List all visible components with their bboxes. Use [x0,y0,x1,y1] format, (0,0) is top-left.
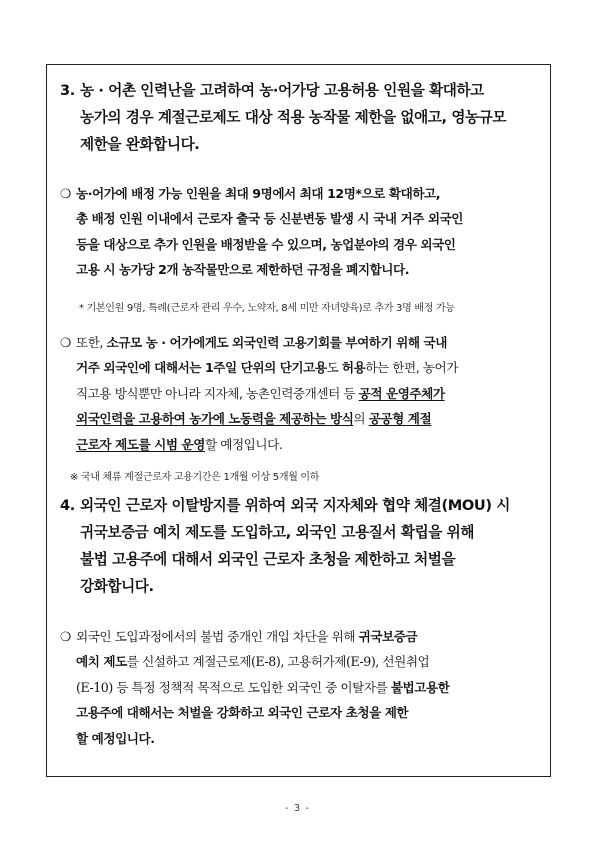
section-number: 3. [60,82,75,99]
circle-bullet-icon: ❍ [60,629,71,644]
section-4 [60,492,546,600]
bullet-2 [60,330,546,457]
bullet-1-line: 총 배정 인원 이내에서 근로자 출국 등 신분변동 발생 시 국내 거주 외국인 [76,211,463,227]
bullet-3-line: ❍ 외국인 도입과정에서의 불법 중개인 개입 차단을 위해 귀국보증금 [60,624,546,649]
bullet-3-line: 예치 제도를 신설하고 계절근로제(E-8), 고용허가제(E-9), 선원취업 [76,654,430,670]
section-number: 4. [60,497,75,514]
bullet-1-line: 고용 시 농가당 2개 농작물만으로 제한하던 규정을 폐지합니다. [76,262,410,278]
circle-bullet-icon: ❍ [60,186,71,201]
bullet-3-line: 고용주에 대해서는 처벌을 강화하고 외국인 근로자 초청을 제한 [76,705,409,721]
section-4-line: 4. 외국인 근로자 이탈방지를 위하여 외국 지자체와 협약 체결(MOU) 시 [60,492,546,519]
bullet-1 [60,181,546,283]
bullet-2-line: ❍ 또한, 소규모 농 · 어가에게도 외국인력 고용기회를 부여하기 위해 국내 [60,330,546,355]
section-4-line: 귀국보증금 예치 제도를 도입하고, 외국인 고용질서 확립을 위해 [80,524,475,541]
section-3-line: 3. 농 · 어촌 인력난을 고려하여 농·어가당 고용허용 인원을 확대하고 [60,77,546,104]
section-3-line: 농가의 경우 계절근로제도 대상 적용 농작물 제한을 없애고, 영농규모 [80,109,507,126]
section-3 [60,77,546,158]
circle-bullet-icon: ❍ [60,335,71,350]
bullet-2-line: 외국인력을 고용하여 농가에 노동력을 제공하는 방식의 공공형 계절 [76,411,432,427]
footnote: * 기본인원 9명, 특례(근로자 관리 우수, 노약자, 8세 미만 자녀양육)로 추가 3명 배정 가능 [79,303,455,314]
section-4-line: 강화합니다. [80,578,154,595]
bullet-2-line: 근로자 제도를 시범 운영할 예정입니다. [76,436,283,452]
section-3-line: 제한을 완화합니다. [80,136,200,153]
note: ※ 국내 체류 계절근로자 고용기간은 1개월 이상 5개월 이하 [70,472,320,483]
bullet-2-line: 직고용 방식뿐만 아니라 지자체, 농촌인력중개센터 등 공적 운영주체가 [76,385,445,401]
bullet-3-line: (E-10) 등 특정 정책적 목적으로 도입한 외국인 중 이탈자를 불법고용한 [76,679,450,695]
bullet-2-line: 거주 외국인에 대해서는 1주일 단위의 단기고용도 허용하는 한편, 농어가 [76,360,458,376]
page-number: - 3 - [285,803,310,814]
bullet-1-line: ❍ 농·어가에 배정 가능 인원을 최대 9명에서 최대 12명*으로 확대하고, [60,181,546,206]
bullet-3 [60,624,546,751]
section-4-line: 불법 고용주에 대해서 외국인 근로자 초청을 제한하고 처벌을 [80,551,456,568]
bullet-1-line: 등을 대상으로 추가 인원을 배정받을 수 있으며, 농업분야의 경우 외국인 [76,236,456,252]
bullet-3-line: 할 예정입니다. [76,730,155,746]
